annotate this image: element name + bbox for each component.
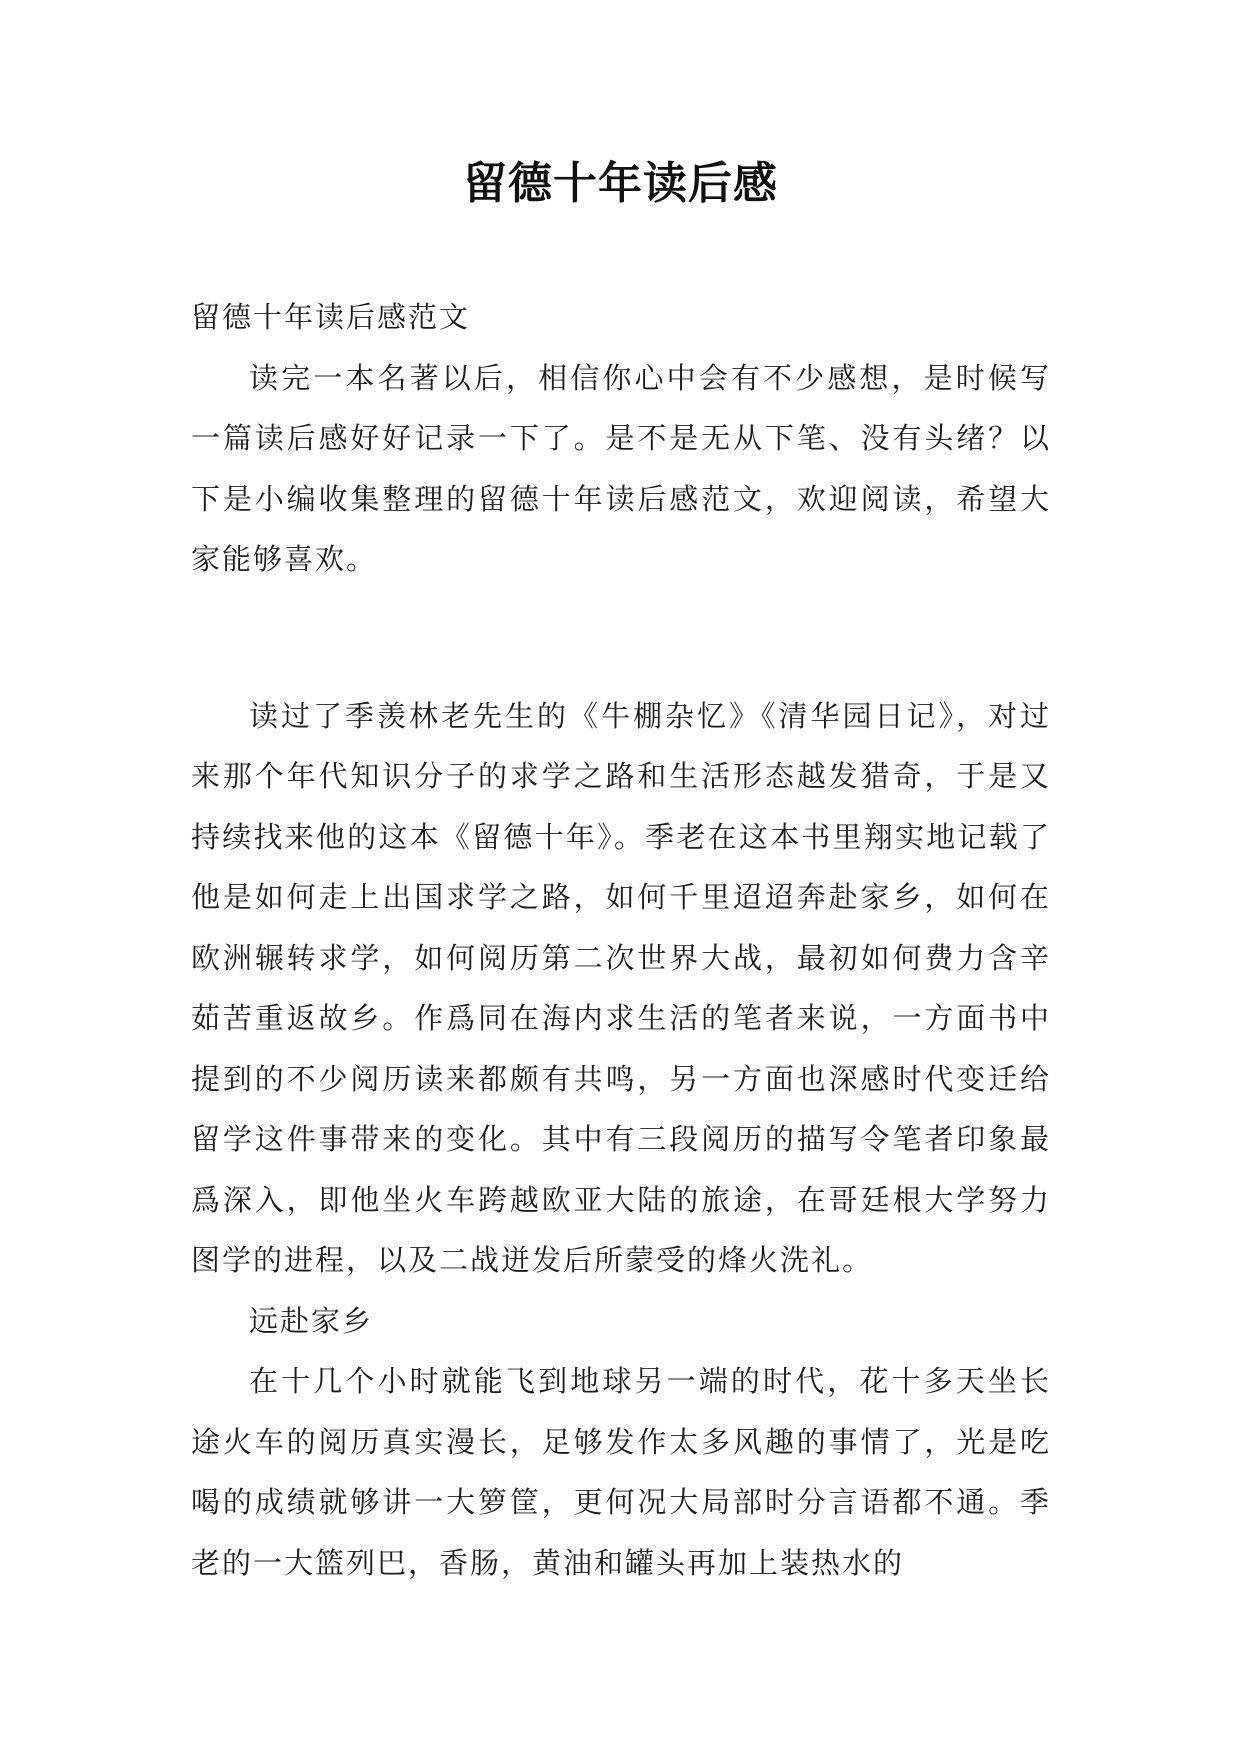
document-subtitle: 留德十年读后感范文 bbox=[191, 300, 471, 334]
section-heading: 远赴家乡 bbox=[249, 1303, 374, 1338]
page-title: 留德十年读后感 bbox=[463, 158, 778, 209]
intro-paragraph: 读完一本名著以后，相信你心中会有不少感想，是时候写一篇读后感好好记录一下了。是不是无从下笔、没有头绪？以下是小编收集整理的留德十年读后感范文，欢迎阅读，希望大家能够喜欢。 bbox=[191, 360, 1051, 576]
document-body bbox=[191, 287, 1051, 1593]
body-paragraph: 读过了季羡林老先生的《牛棚杂忆》《清华园日记》，对过来那个年代知识分子的求学之路和生活形态越发猎奇，于是又持续找来他的这本《留德十年》。季老在这本书里翔实地记载了他是如何走上出国求学之路，如何千里迢迢奔赴家乡，如何在欧洲辗转求学，如何阅历第二次世界大战，最初如何费力含辛茹苦重返故乡。作爲同在海内求生活的笔者来说，一方面书中提到的不少阅历读来都颇有共鸣，另一方面也深感时代变迁给留学这件事带来的变化。其中有三段阅历的描写令笔者印象最爲深入，即他坐火车跨越欧亚大陆的旅途，在哥廷根大学努力图学的进程，以及二战迸发后所蒙受的烽火洗礼。 bbox=[191, 698, 1051, 1277]
paragraph-spacer bbox=[191, 590, 1051, 686]
section-paragraph: 在十几个小时就能飞到地球另一端的时代，花十多天坐长途火车的阅历真实漫长，足够发作太多风趣的事情了，光是吃喝的成绩就够讲一大箩筐，更何况大局部时分言语都不通。季老的一大篮列巴，香肠，黄油和罐头再加上装热水的 bbox=[191, 1364, 1051, 1580]
